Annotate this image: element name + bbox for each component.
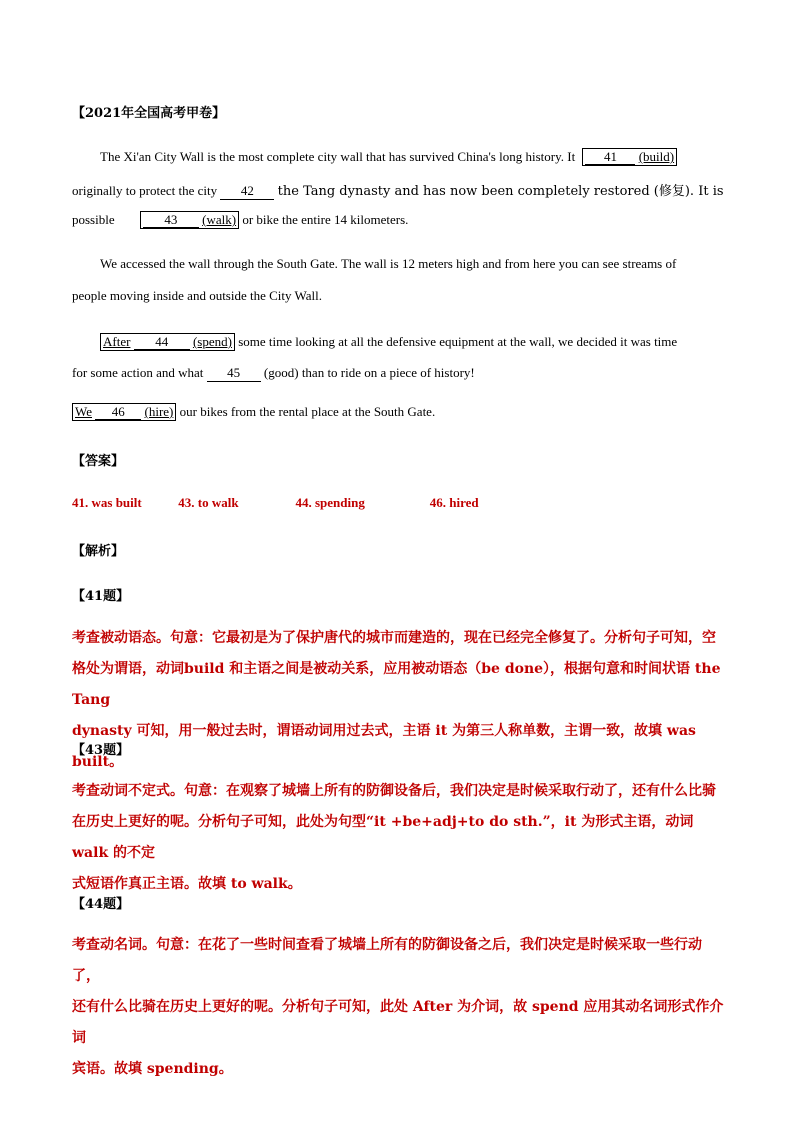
analysis-43-body — [72, 776, 727, 900]
passage-line — [72, 403, 435, 421]
passage-text: possible — [72, 212, 115, 227]
analysis-line: 宾语。故填 spending。 — [72, 1061, 233, 1077]
passage-line — [72, 365, 475, 382]
analysis-line: 考查动词不定式。句意：在观察了城墙上所有的防御设备后，我们决定是时候采取行动了，还有什么比骑 — [72, 783, 716, 799]
passage-text: the Tang dynasty and has now been completely restored (修复). It is — [277, 184, 724, 199]
passage-text: or bike the entire 14 kilometers. — [242, 212, 409, 227]
blank-44-hint: (spend) — [192, 334, 232, 349]
passage-line — [100, 148, 677, 166]
analysis-44-heading: 【44题】 — [72, 897, 130, 912]
analysis-line: 还有什么比骑在历史上更好的呢。分析句子可知，此处 After 为介词，故 spend 应用其动名词形式作介词 — [72, 999, 724, 1046]
analysis-41-heading: 【41题】 — [72, 589, 130, 604]
answer-heading: 【答案】 — [72, 454, 125, 469]
blank-46-prefix: We — [75, 404, 92, 419]
analysis-line: dynasty 可知，用一般过去时，谓语动词用过去式，主语 it 为第三人称单数，主谓一致，故填 was built。 — [72, 723, 696, 770]
analysis-line: 考查动名词。句意：在花了一些时间查看了城墙上所有的防御设备之后，我们决定是时候采取一些行动了， — [72, 937, 702, 984]
passage-text: some time looking at all the defensive equipment at the wall, we decided it was time — [238, 334, 678, 349]
passage-text: our bikes from the rental place at the South Gate. — [179, 404, 436, 419]
blank-43-box — [140, 211, 239, 229]
passage-line — [100, 333, 677, 351]
analysis-line: 格处为谓语，动词build 和主语之间是被动关系，应用被动语态（be done），根据句意和时间状语 the Tang — [72, 661, 721, 708]
analysis-44-body — [72, 930, 727, 1085]
analysis-line: 式短语作真正主语。故填 to walk。 — [72, 876, 302, 892]
passage-text: The Xi'an City Wall is the most complete city wall that has survived China's long history. It — [100, 149, 576, 164]
analysis-line: 在历史上更好的呢。分析句子可知，此处为句型“it +be+adj+to do sth.”，it 为形式主语，动词walk 的不定 — [72, 814, 694, 861]
analysis-41-body — [72, 623, 727, 778]
blank-41-number: 41 — [585, 149, 635, 165]
analysis-43-heading: 【43题】 — [72, 743, 130, 758]
passage-line: people moving inside and outside the City Wall. — [72, 288, 323, 303]
answer-item: 41. was built — [72, 495, 142, 510]
blank-45: 45 — [207, 365, 261, 382]
blank-46-box — [72, 403, 176, 421]
blank-43-hint: (walk) — [202, 212, 237, 227]
answer-item: 43. to walk — [178, 495, 239, 510]
blank-43-number: 43 — [143, 212, 199, 228]
blank-42: 42 — [220, 183, 274, 200]
blank-44-prefix: After — [103, 334, 131, 349]
answer-list — [72, 495, 479, 511]
blank-41-box — [582, 148, 677, 166]
answer-item: 46. hired — [429, 495, 479, 510]
passage-text: (good) than to ride on a piece of history! — [263, 365, 475, 380]
passage-line — [72, 180, 724, 200]
blank-41-hint: (build) — [638, 149, 675, 164]
passage-text: for some action and what — [72, 365, 204, 380]
passage-line: We accessed the wall through the South Gate. The wall is 12 meters high and from here you can see streams of — [100, 256, 677, 271]
passage-text: originally to protect the city — [72, 183, 218, 198]
blank-44-box — [100, 333, 235, 351]
analysis-heading: 【解析】 — [72, 544, 125, 559]
blank-44-number: 44 — [134, 334, 190, 350]
exam-title: 【2021年全国高考甲卷】 — [72, 106, 226, 121]
answer-item: 44. spending — [295, 495, 365, 510]
blank-46-number: 46 — [95, 404, 141, 420]
analysis-line: 考查被动语态。句意：它最初是为了保护唐代的城市而建造的，现在已经完全修复了。分析句子可知，空 — [72, 630, 716, 646]
passage-line — [72, 211, 408, 229]
blank-46-hint: (hire) — [144, 404, 174, 419]
